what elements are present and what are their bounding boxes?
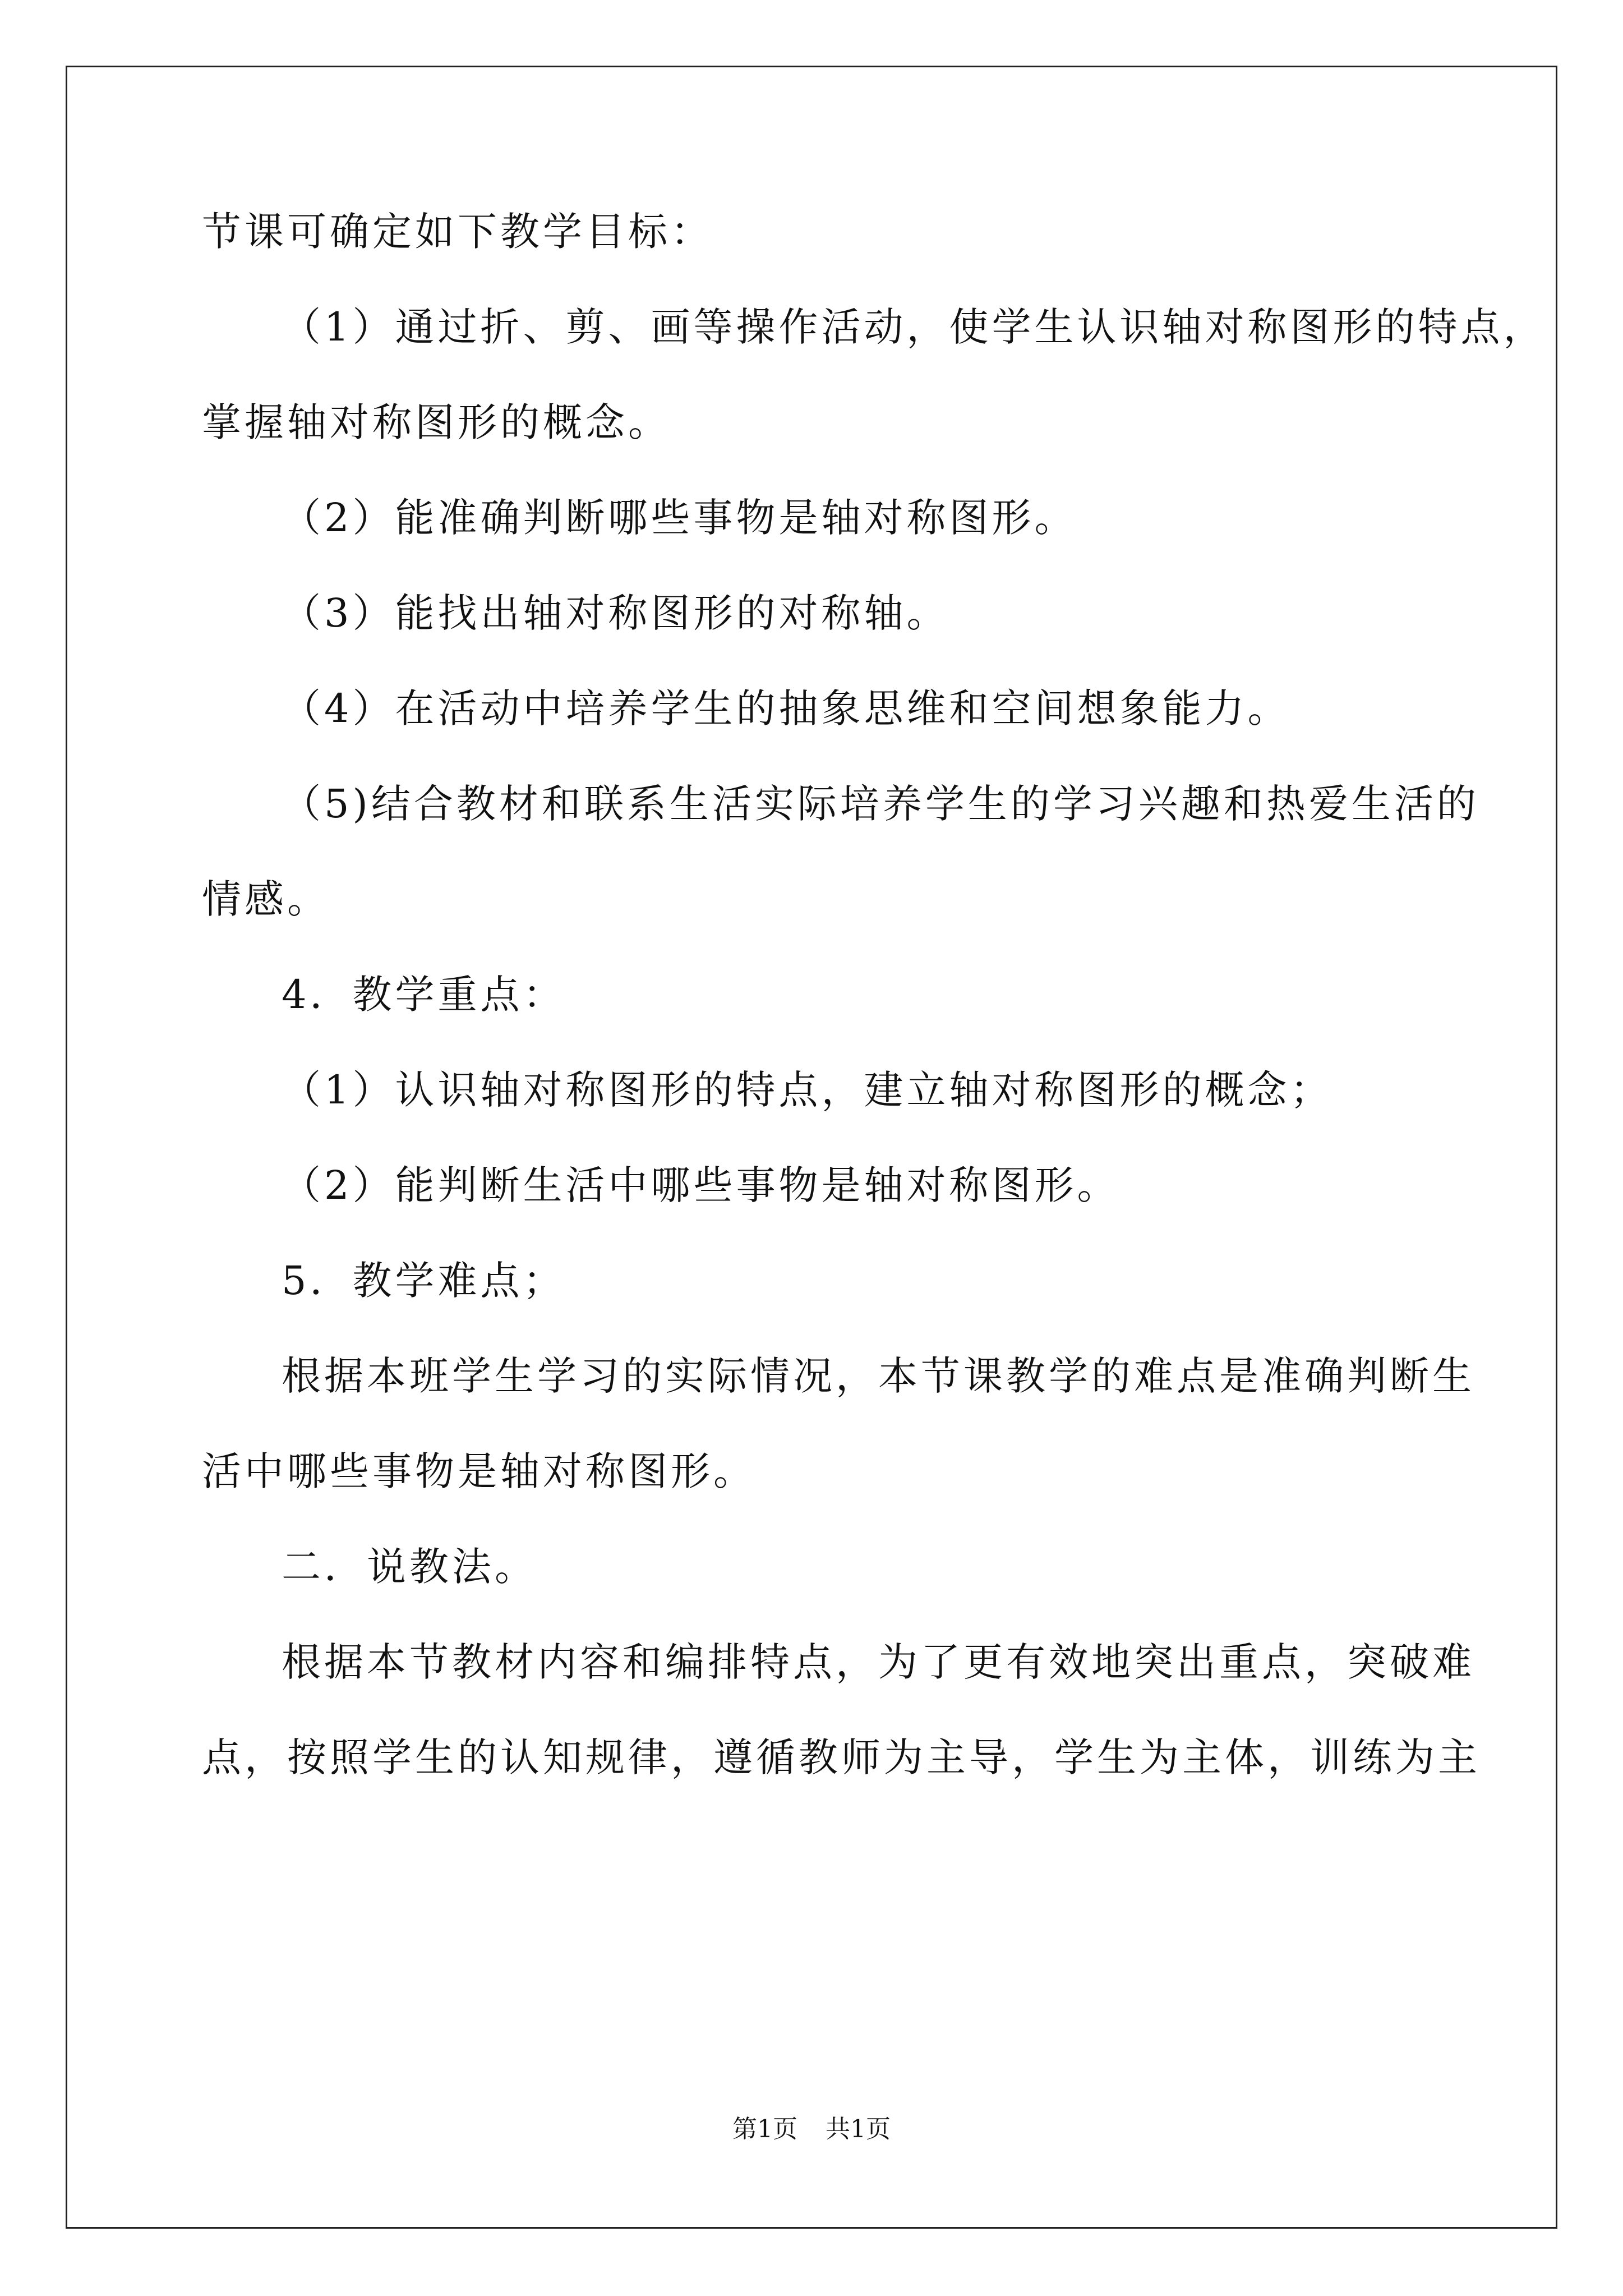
paragraph-line: 掌握轴对称图形的概念。	[202, 399, 671, 445]
paragraph-line: 活中哪些事物是轴对称图形。	[202, 1448, 756, 1494]
paragraph-line: （5)结合教材和联系生活实际培养学生的学习兴趣和热爱生活的	[282, 781, 1479, 827]
page-border	[66, 66, 1557, 2229]
page-total: 共1页	[826, 2115, 891, 2143]
paragraph-line: （2）能准确判断哪些事物是轴对称图形。	[282, 495, 1077, 541]
section-heading: 二．说教法。	[282, 1544, 537, 1590]
paragraph-line: 节课可确定如下教学目标：	[202, 209, 713, 255]
paragraph-line: 根据本班学生学习的实际情况，本节课教学的难点是准确判断生	[282, 1353, 1475, 1399]
paragraph-line: （3）能找出轴对称图形的对称轴。	[282, 590, 949, 636]
paragraph-line: （4）在活动中培养学生的抽象思维和空间想象能力。	[282, 685, 1290, 731]
paragraph-line: 根据本节教材内容和编排特点，为了更有效地突出重点，突破难	[282, 1639, 1475, 1685]
page-number: 第1页	[732, 2115, 797, 2143]
paragraph-line: 情感。	[202, 876, 330, 922]
paragraph-line: （1）通过折、剪、画等操作活动，使学生认识轴对称图形的特点，	[282, 304, 1546, 350]
paragraph-line: 点，按照学生的认知规律，遵循教师为主导，学生为主体，训练为主	[202, 1734, 1481, 1780]
section-heading: 5．教学难点；	[282, 1258, 566, 1304]
paragraph-line: （1）认识轴对称图形的特点，建立轴对称图形的概念；	[282, 1067, 1333, 1113]
paragraph-line: （2）能判断生活中哪些事物是轴对称图形。	[282, 1162, 1120, 1208]
page-footer	[0, 2114, 1623, 2145]
section-heading: 4．教学重点：	[282, 972, 566, 1018]
